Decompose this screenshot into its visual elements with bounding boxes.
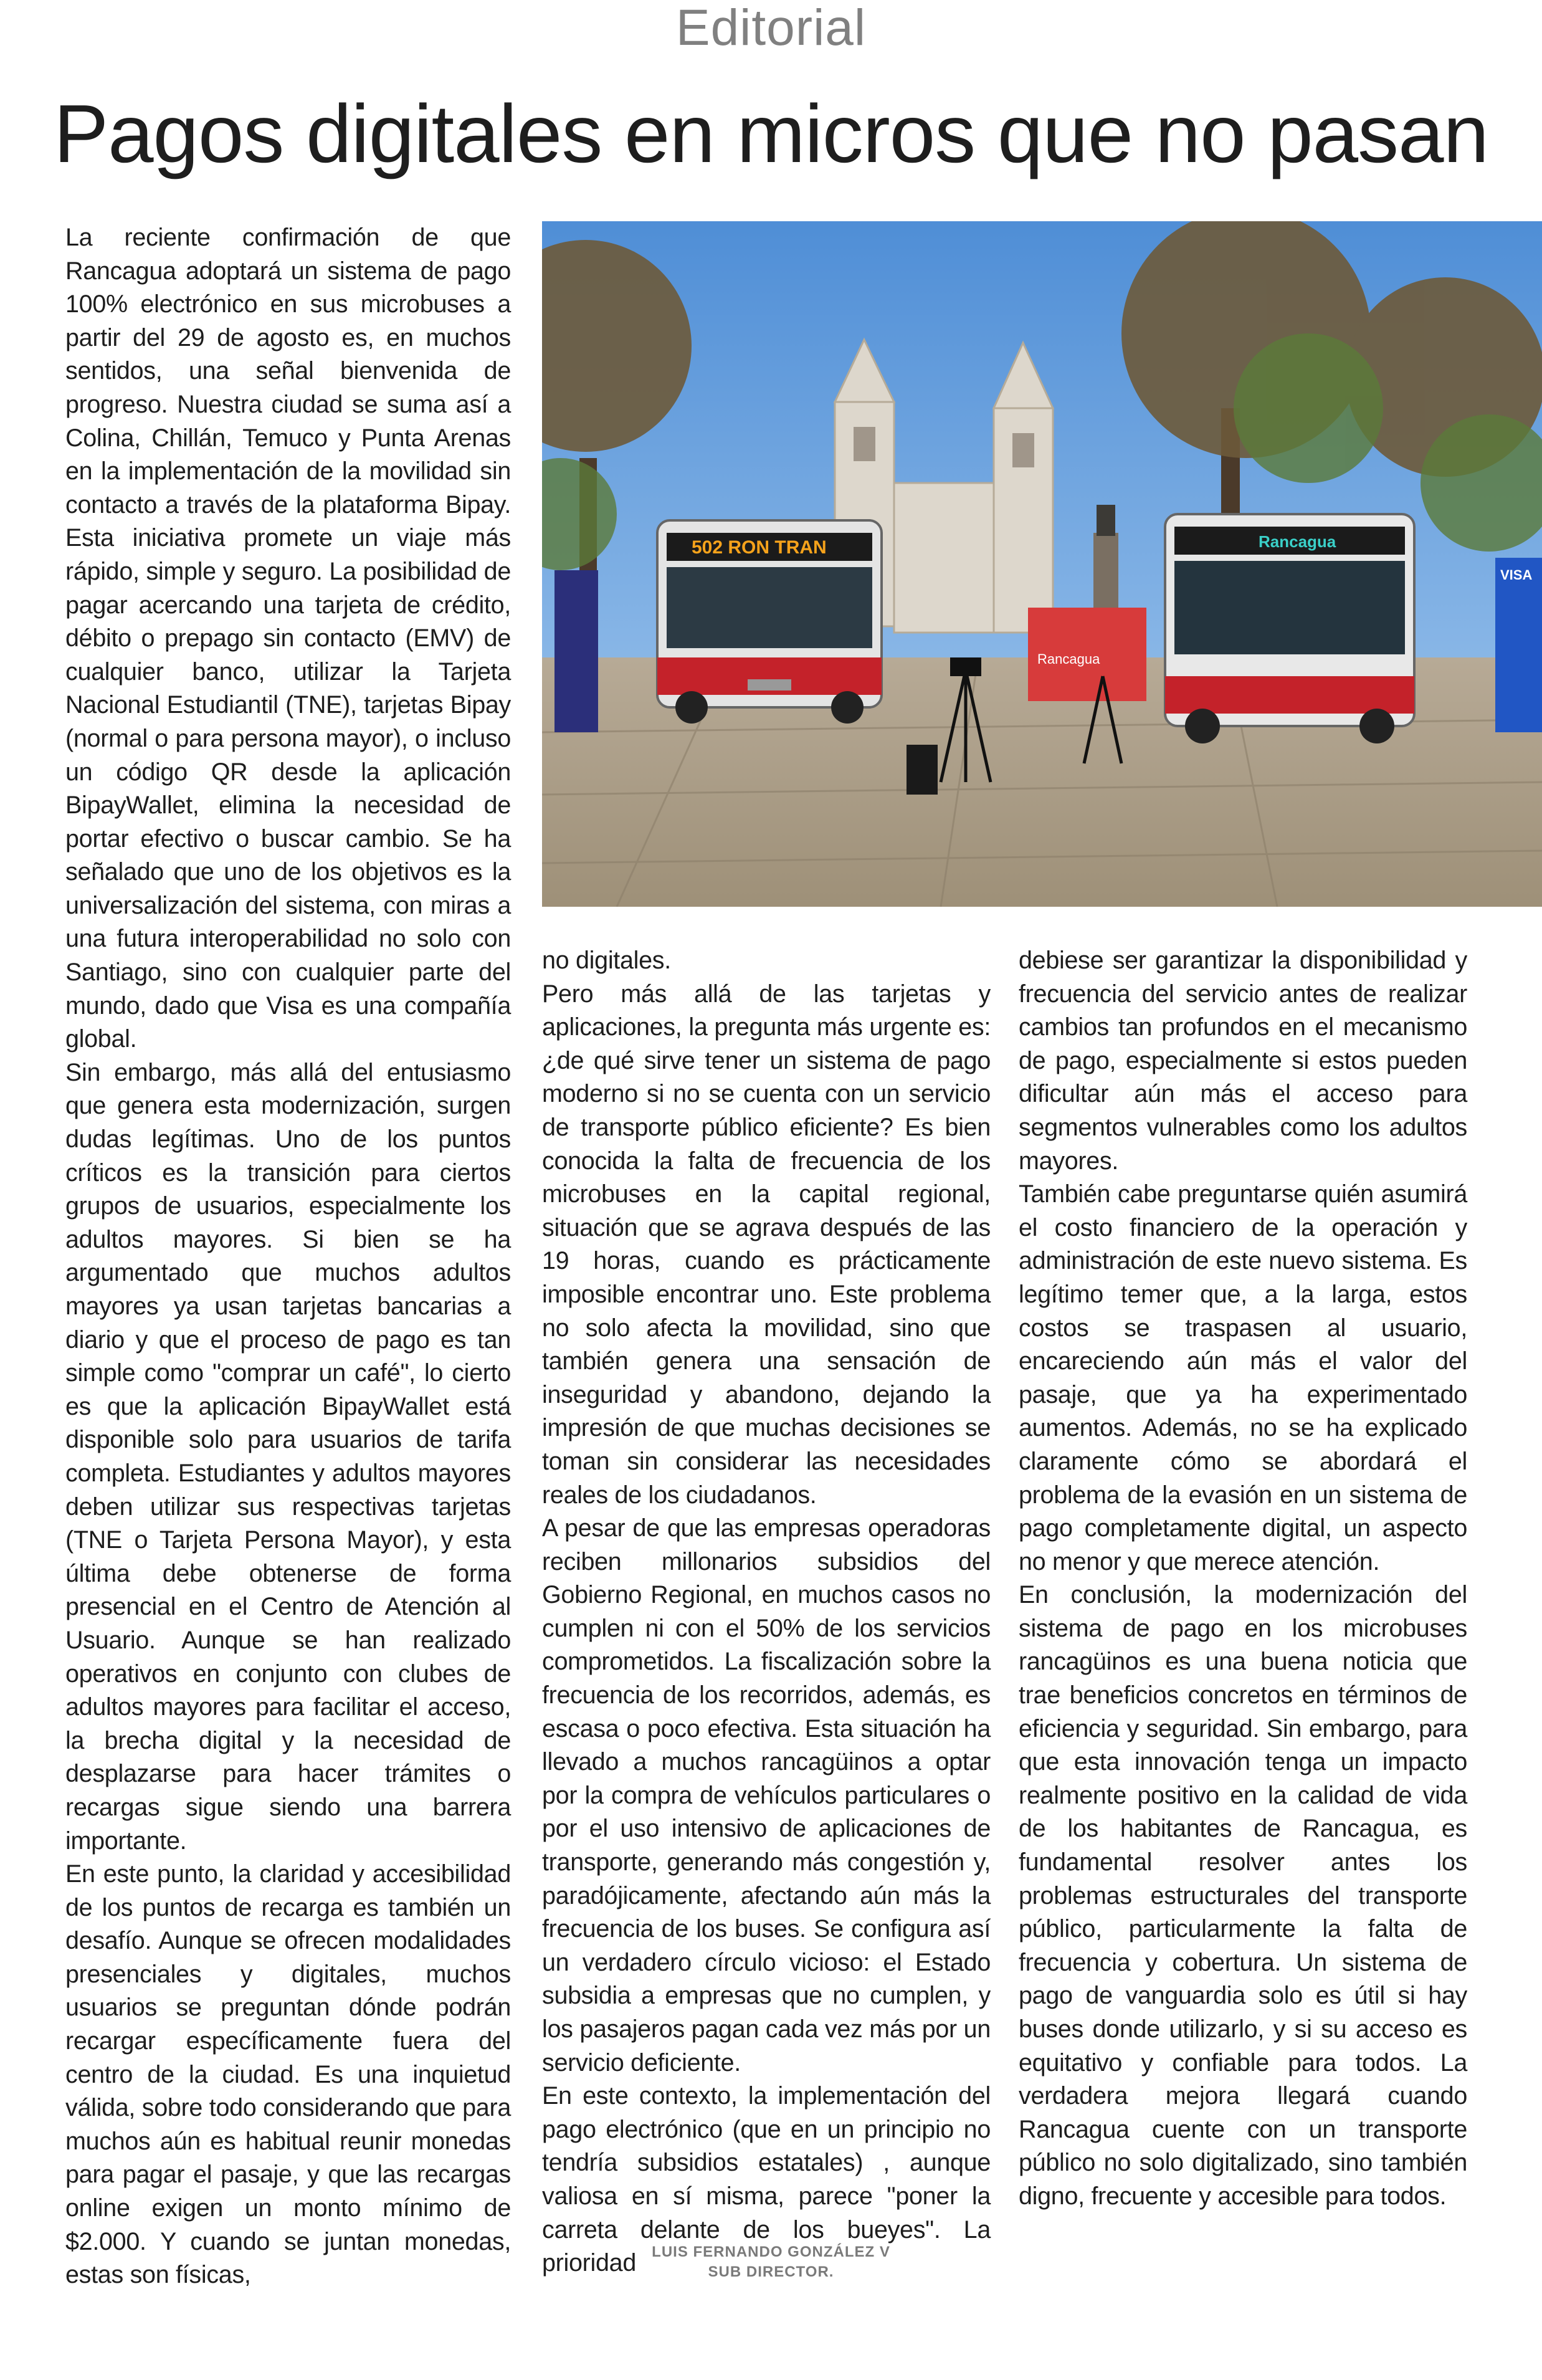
article-column-3	[1019, 944, 1467, 2214]
bus-left-display: 502 RON TRAN	[692, 537, 827, 558]
paragraph: no digitales.	[542, 947, 671, 974]
author-name: LUIS FERNANDO GONZÁLEZ V	[652, 2244, 890, 2260]
paragraph: En este contexto, la implementación del pago electrónico (que en un principio no tendría subsidios estatales) , aunque valiosa en sí misma, parece "poner la carreta delante de los bueyes". La prioridad	[542, 2082, 991, 2277]
section-label: Editorial	[675, 0, 867, 56]
paragraph: Pero más allá de las tarjetas y aplicaciones, la pregunta más urgente es: ¿de qué sirve tener un sistema de pago moderno si no se cuenta con un servicio de transporte público eficiente? Es bien conocida la falta de frecuencia de los microbuses en la capital regional, situación que se agrava después de las 19 horas, cuando es prácticamente imposible encontrar uno. Este problema no solo afecta la movilidad, sino que también genera una sensación de inseguridad y abandono, dejando la impresión de que muchas decisiones se toman sin considerar las necesidades reales de los ciudadanos.	[542, 980, 991, 1509]
author-role: SUB DIRECTOR.	[708, 2263, 834, 2280]
paragraph: Sin embargo, más allá del entusiasmo que genera esta modernización, surgen dudas legítimas. Uno de los puntos críticos es la transición para ciertos grupos de usuarios, especialmente los adultos mayores. Si bien se ha argumentado que muchos adultos mayores ya usan tarjetas bancarias a diario y que el proceso de pago es tan simple como "comprar un café", lo cierto es que la aplicación BipayWallet está disponible solo para usuarios de tarifa completa. Estudiantes y adultos mayores deben utilizar sus respectivas tarjetas (TNE o Tarjeta Persona Mayor), y esta última debe obtenerse de forma presencial en el Centro de Atención al Usuario. Aunque se han realizado operativos en conjunto con clubes de adultos mayores para facilitar el acceso, la brecha digital y la necesidad de desplazarse para hacer trámites o recargas sigue siendo una barrera importante.	[65, 1058, 511, 1855]
sign-right-text: VISA	[1500, 567, 1533, 583]
paragraph: En conclusión, la modernización del sistema de pago en los microbuses rancagüinos es una buena noticia que trae beneficios concretos en términos de eficiencia y seguridad. Sin embargo, para que esta innovación tenga un impacto realmente positivo en la calidad de vida de los habitantes de Rancagua, es fundamental resolver antes los problemas estructurales del transporte público, particularmente la falta de frecuencia y cobertura. Un sistema de pago de vanguardia solo es útil si hay buses donde utilizarlo, y si su acceso es equitativo y confiable para todos. La verdadera mejora llegará cuando Rancagua cuente con un transporte público no solo digitalizado, sino también digno, frecuente y accesible para todos.	[1019, 1581, 1467, 2210]
paragraph: La reciente confirmación de que Rancagua adoptará un sistema de pago 100% electrónico en sus microbuses a partir del 29 de agosto es, en muchos sentidos, una señal bienvenida de progreso. Nuestra ciudad se suma así a Colina, Chillán, Temuco y Punta Arenas en la implementación de la movilidad sin contacto a través de la plataforma Bipay. Esta iniciativa promete un viaje más rápido, simple y seguro. La posibilidad de pagar acercando una tarjeta de crédito, débito o prepago sin contacto (EMV) de cualquier banco, utilizar la Tarjeta Nacional Estudiantil (TNE), tarjetas Bipay (normal o para persona mayor), o incluso un código QR desde la aplicación BipayWallet, elimina la necesidad de portar efectivo o buscar cambio. Se ha señalado que uno de los objetivos es la universalización del sistema, con miras a una futura interoperabilidad no solo con Santiago, sino con cualquier parte del mundo, dado que Visa es una compañía global.	[65, 224, 511, 1053]
article-photo	[542, 221, 1542, 907]
paragraph: A pesar de que las empresas operadoras reciben millonarios subsidios del Gobierno Regional, en muchos casos no cumplen ni con el 50% de los servicios comprometidos. La fiscalización sobre la frecuencia de los recorridos, además, es escasa o poco efectiva. Esta situación ha llevado a muchos rancagüinos a optar por la compra de vehículos particulares o por el uso intensivo de aplicaciones de transporte, generando más congestión y, paradójicamente, afectando aún más la frecuencia de los buses. Se configura así un verdadero círculo vicioso: el Estado subsidia a empresas que no cumplen, y los pasajeros pagan cada vez más por un servicio deficiente.	[542, 1514, 991, 2077]
paragraph: También cabe preguntarse quién asumirá el costo financiero de la operación y administración de este nuevo sistema. Es legítimo temer que, a la larga, estos costos se traspasen al usuario, encareciendo aún más el valor del pasaje, que ya ha experimentado aumentos. Además, no se ha explicado claramente cómo se abordará el problema de la evasión en un sistema de pago completamente digital, un aspecto no menor y que merece atención.	[1019, 1180, 1467, 1575]
article-column-1	[65, 221, 511, 2292]
paragraph: En este punto, la claridad y accesibilidad de los puntos de recarga es también un desafío. Aunque se ofrecen modalidades presenciales y digitales, muchos usuarios se preguntan dónde podrán recargar específicamente fuera del centro de la ciudad. Es una inquietud válida, sobre todo considerando que para muchos aún es habitual reunir monedas para pagar el pasaje, y que las recargas online exigen un monto mínimo de $2.000. Y cuando se juntan monedas, estas son físicas,	[65, 1860, 511, 2289]
article-column-2	[542, 944, 991, 2280]
sign-left-text: Rancagua	[1037, 651, 1100, 667]
paragraph: debiese ser garantizar la disponibilidad y frecuencia del servicio antes de realizar cambios tan profundos en el mecanismo de pago, especialmente si estos pueden dificultar aún más el acceso para segmentos vulnerables como los adultos mayores.	[1019, 947, 1467, 1175]
bus-right-display: Rancagua	[1259, 532, 1336, 551]
headline: Pagos digitales en micros que no pasan	[54, 88, 1488, 179]
byline	[0, 2242, 1542, 2282]
